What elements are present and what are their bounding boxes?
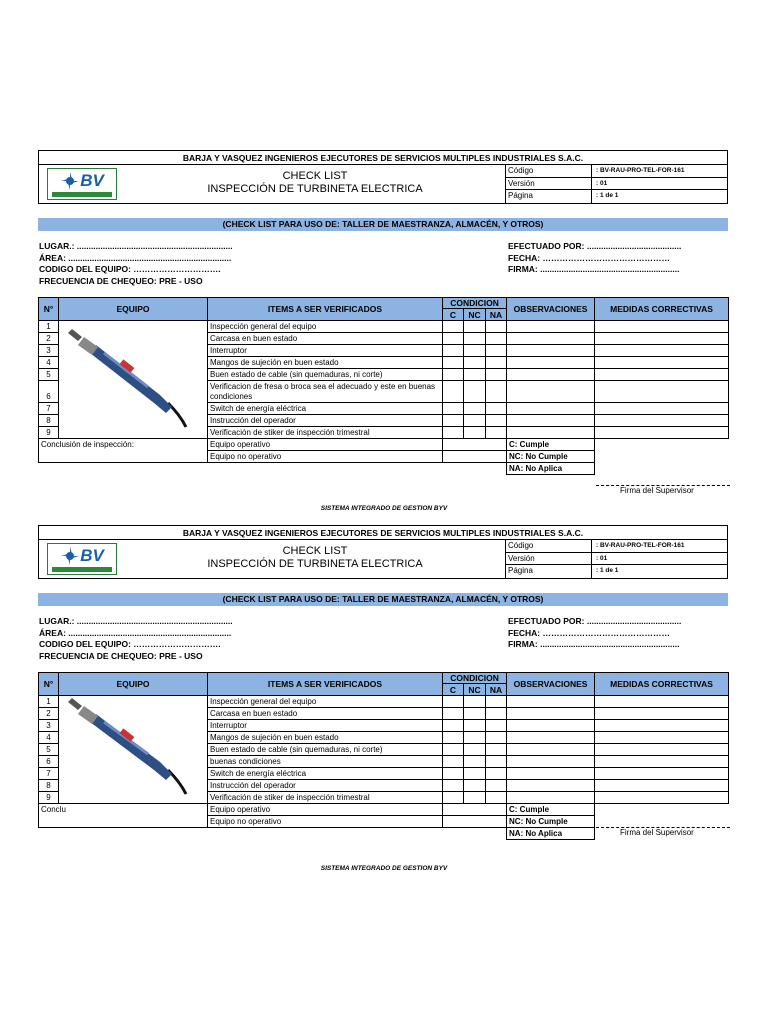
obs-cell[interactable] bbox=[507, 756, 595, 768]
turbine-grinder-icon bbox=[68, 698, 198, 798]
check-nc[interactable] bbox=[464, 792, 486, 804]
conclusion-label: Conclu bbox=[39, 804, 208, 816]
check-na[interactable] bbox=[486, 732, 507, 744]
check-na[interactable] bbox=[486, 427, 507, 439]
medidas-cell[interactable] bbox=[595, 720, 729, 732]
logo-text: BV bbox=[80, 171, 104, 190]
signature-block bbox=[596, 485, 730, 495]
checklist-form-2 bbox=[38, 525, 728, 840]
col-equipo: EQUIPO bbox=[59, 298, 208, 321]
medidas-cell[interactable] bbox=[595, 427, 729, 439]
equipment-image bbox=[59, 321, 208, 439]
info-block bbox=[38, 616, 728, 672]
check-nc[interactable] bbox=[464, 720, 486, 732]
form-header bbox=[38, 150, 728, 204]
check-na[interactable] bbox=[486, 744, 507, 756]
obs-cell[interactable] bbox=[507, 780, 595, 792]
equipment-image bbox=[59, 696, 208, 804]
medidas-cell[interactable] bbox=[595, 403, 729, 415]
col-nc: NC bbox=[464, 309, 486, 321]
fecha-field[interactable]: FECHA: ……………………………………… bbox=[508, 627, 670, 638]
check-na[interactable] bbox=[486, 768, 507, 780]
col-condicion: CONDICION bbox=[443, 673, 507, 684]
medidas-cell[interactable] bbox=[595, 708, 729, 720]
equipo-operativo-label: Equipo operativo bbox=[208, 439, 443, 451]
equipo-operativo-check[interactable] bbox=[443, 439, 507, 451]
item-text: Buen estado de cable (sin quemaduras, ni corte) bbox=[208, 369, 443, 381]
conclusion-blank bbox=[39, 451, 208, 463]
efectuado-field[interactable]: EFECTUADO POR: ........................................ bbox=[508, 616, 682, 626]
row-num: 6 bbox=[39, 381, 59, 403]
row-num: 7 bbox=[39, 768, 59, 780]
check-nc[interactable] bbox=[464, 696, 486, 708]
check-c[interactable] bbox=[443, 345, 464, 357]
check-na[interactable] bbox=[486, 345, 507, 357]
checklist-form-1 bbox=[38, 150, 728, 495]
row-num: 5 bbox=[39, 744, 59, 756]
conclusion-row bbox=[39, 804, 729, 816]
conclusion-blank bbox=[39, 816, 208, 828]
obs-cell[interactable] bbox=[507, 415, 595, 427]
check-c[interactable] bbox=[443, 427, 464, 439]
check-c[interactable] bbox=[443, 792, 464, 804]
firma-supervisor-label: Firma del Supervisor bbox=[620, 828, 694, 837]
item-text: Carcasa en buen estado bbox=[208, 708, 443, 720]
pagina-value: : 1 de 1 bbox=[596, 567, 619, 575]
frecuencia-label: FRECUENCIA DE CHEQUEO: PRE - USO bbox=[39, 275, 203, 286]
row-num: 6 bbox=[39, 756, 59, 768]
check-c[interactable] bbox=[443, 321, 464, 333]
item-text: Instrucción del operador bbox=[208, 415, 443, 427]
row-num: 5 bbox=[39, 369, 59, 381]
col-condicion: CONDICION bbox=[443, 298, 507, 309]
row-num: 1 bbox=[39, 321, 59, 333]
item-text: Verificacion de fresa o broca sea el adecuado y este en buenas condiciones bbox=[208, 381, 443, 403]
medidas-cell[interactable] bbox=[595, 345, 729, 357]
obs-cell[interactable] bbox=[507, 708, 595, 720]
item-text: Mangos de sujeción en buen estado bbox=[208, 357, 443, 369]
turbine-logo-icon bbox=[60, 171, 104, 191]
codigo-label: Código bbox=[506, 540, 592, 552]
table-row bbox=[39, 696, 729, 708]
obs-cell[interactable] bbox=[507, 369, 595, 381]
check-nc[interactable] bbox=[464, 427, 486, 439]
item-text: Interruptor bbox=[208, 345, 443, 357]
turbine-logo-icon bbox=[60, 546, 104, 566]
frecuencia-label: FRECUENCIA DE CHEQUEO: PRE - USO bbox=[39, 650, 203, 661]
version-value: : 01 bbox=[596, 179, 608, 187]
logo-text: BV bbox=[80, 546, 104, 565]
check-na[interactable] bbox=[486, 780, 507, 792]
row-num: 8 bbox=[39, 415, 59, 427]
item-text: Inspección general del equipo bbox=[208, 696, 443, 708]
obs-cell[interactable] bbox=[507, 357, 595, 369]
check-c[interactable] bbox=[443, 381, 464, 403]
check-na[interactable] bbox=[486, 756, 507, 768]
firma-field[interactable]: FIRMA: ........................................................... bbox=[508, 639, 680, 649]
obs-cell[interactable] bbox=[507, 792, 595, 804]
row-num: 4 bbox=[39, 732, 59, 744]
check-nc[interactable] bbox=[464, 403, 486, 415]
col-c: C bbox=[443, 684, 464, 696]
col-na: NA bbox=[486, 309, 507, 321]
col-na: NA bbox=[486, 684, 507, 696]
logo bbox=[39, 540, 125, 578]
check-nc[interactable] bbox=[464, 732, 486, 744]
check-na[interactable] bbox=[486, 415, 507, 427]
col-observaciones: OBSERVACIONES bbox=[507, 298, 595, 321]
check-nc[interactable] bbox=[464, 780, 486, 792]
codigo-label: Código bbox=[506, 165, 592, 177]
lugar-field[interactable]: LUGAR.: .................................................................. bbox=[39, 241, 233, 251]
medidas-cell[interactable] bbox=[595, 357, 729, 369]
area-field[interactable]: ÁREA: ..................................................................... bbox=[39, 252, 232, 263]
form-title bbox=[125, 165, 505, 203]
check-c[interactable] bbox=[443, 756, 464, 768]
check-c[interactable] bbox=[443, 369, 464, 381]
conclusion-row bbox=[39, 439, 729, 451]
fecha-field[interactable]: FECHA: ……………………………………… bbox=[508, 252, 670, 263]
check-nc[interactable] bbox=[464, 756, 486, 768]
obs-cell[interactable] bbox=[507, 345, 595, 357]
check-nc[interactable] bbox=[464, 708, 486, 720]
medidas-cell[interactable] bbox=[595, 792, 729, 804]
check-c[interactable] bbox=[443, 333, 464, 345]
obs-cell[interactable] bbox=[507, 403, 595, 415]
firma-field[interactable]: FIRMA: ........................................................... bbox=[508, 264, 680, 274]
obs-cell[interactable] bbox=[507, 321, 595, 333]
row-num: 2 bbox=[39, 333, 59, 345]
medidas-cell[interactable] bbox=[595, 333, 729, 345]
turbine-grinder-icon bbox=[68, 323, 198, 433]
medidas-cell[interactable] bbox=[595, 768, 729, 780]
inspection-table bbox=[38, 672, 729, 840]
equipo-no-operativo-check[interactable] bbox=[443, 451, 507, 463]
row-num: 3 bbox=[39, 345, 59, 357]
check-na[interactable] bbox=[486, 357, 507, 369]
conclusion-row bbox=[39, 451, 729, 463]
row-num: 1 bbox=[39, 696, 59, 708]
obs-cell[interactable] bbox=[507, 696, 595, 708]
check-nc[interactable] bbox=[464, 333, 486, 345]
item-text: Interruptor bbox=[208, 720, 443, 732]
legend-na: NA: No Aplica bbox=[507, 828, 595, 840]
check-nc[interactable] bbox=[464, 415, 486, 427]
item-text: Switch de energía eléctrica bbox=[208, 768, 443, 780]
check-na[interactable] bbox=[486, 381, 507, 403]
col-items: ITEMS A SER VERIFICADOS bbox=[208, 673, 443, 696]
lugar-field[interactable]: LUGAR.: .................................................................. bbox=[39, 616, 233, 626]
col-n: N° bbox=[39, 298, 59, 321]
conclusion-row bbox=[39, 816, 729, 828]
codigo-value: : BV-RAU-PRO-TEL-FOR-161 bbox=[596, 167, 685, 174]
medidas-cell[interactable] bbox=[595, 756, 729, 768]
col-medidas: MEDIDAS CORRECTIVAS bbox=[595, 298, 729, 321]
row-num: 7 bbox=[39, 403, 59, 415]
signature-block bbox=[596, 827, 730, 837]
document-codes bbox=[505, 165, 727, 203]
check-c[interactable] bbox=[443, 744, 464, 756]
codigo-value: : BV-RAU-PRO-TEL-FOR-161 bbox=[596, 542, 685, 549]
info-block bbox=[38, 241, 728, 297]
logo bbox=[39, 165, 125, 203]
version-label: Versión bbox=[506, 178, 592, 190]
usage-banner: (CHECK LIST PARA USO DE: TALLER DE MAESTRANZA, ALMACÉN, Y OTROS) bbox=[38, 593, 728, 606]
item-text: Instrucción del operador bbox=[208, 780, 443, 792]
area-field[interactable]: ÁREA: ..................................................................... bbox=[39, 627, 232, 638]
item-text: Carcasa en buen estado bbox=[208, 333, 443, 345]
check-c[interactable] bbox=[443, 357, 464, 369]
title-line-1: CHECK LIST bbox=[282, 545, 348, 557]
medidas-cell[interactable] bbox=[595, 415, 729, 427]
item-text: Mangos de sujeción en buen estado bbox=[208, 732, 443, 744]
obs-cell[interactable] bbox=[507, 768, 595, 780]
check-nc[interactable] bbox=[464, 768, 486, 780]
title-line-2: INSPECCIÓN DE TURBINETA ELECTRICA bbox=[207, 558, 423, 570]
obs-cell[interactable] bbox=[507, 427, 595, 439]
usage-banner: (CHECK LIST PARA USO DE: TALLER DE MAESTRANZA, ALMACÉN, Y OTROS) bbox=[38, 218, 728, 231]
check-c[interactable] bbox=[443, 403, 464, 415]
col-medidas: MEDIDAS CORRECTIVAS bbox=[595, 673, 729, 696]
col-nc: NC bbox=[464, 684, 486, 696]
firma-supervisor-label: Firma del Supervisor bbox=[620, 486, 694, 495]
legend-c: C: Cumple bbox=[507, 804, 595, 816]
item-text: Buen estado de cable (sin quemaduras, ni corte) bbox=[208, 744, 443, 756]
obs-cell[interactable] bbox=[507, 381, 595, 403]
medidas-cell[interactable] bbox=[595, 321, 729, 333]
check-c[interactable] bbox=[443, 415, 464, 427]
title-line-2: INSPECCIÓN DE TURBINETA ELECTRICA bbox=[207, 183, 423, 195]
equipo-no-operativo-label: Equipo no operativo bbox=[208, 451, 443, 463]
pagina-label: Página bbox=[506, 190, 592, 203]
obs-cell[interactable] bbox=[507, 333, 595, 345]
inspection-table bbox=[38, 297, 729, 475]
row-num: 9 bbox=[39, 427, 59, 439]
check-c[interactable] bbox=[443, 708, 464, 720]
legend-nc: NC: No Cumple bbox=[507, 816, 595, 828]
obs-cell[interactable] bbox=[507, 744, 595, 756]
obs-cell[interactable] bbox=[507, 732, 595, 744]
legend-nc: NC: No Cumple bbox=[507, 451, 595, 463]
company-name: BARJA Y VASQUEZ INGENIEROS EJECUTORES DE SERVICIOS MULTIPLES INDUSTRIALES S.A.C. bbox=[39, 151, 727, 165]
col-observaciones: OBSERVACIONES bbox=[507, 673, 595, 696]
check-c[interactable] bbox=[443, 732, 464, 744]
equipo-no-operativo-label: Equipo no operativo bbox=[208, 816, 443, 828]
check-c[interactable] bbox=[443, 696, 464, 708]
col-n: N° bbox=[39, 673, 59, 696]
row-num: 4 bbox=[39, 357, 59, 369]
equipo-no-operativo-check[interactable] bbox=[443, 816, 507, 828]
medidas-cell[interactable] bbox=[595, 744, 729, 756]
title-line-1: CHECK LIST bbox=[282, 170, 348, 182]
table-row bbox=[39, 321, 729, 333]
col-items: ITEMS A SER VERIFICADOS bbox=[208, 298, 443, 321]
legend-na: NA: No Aplica bbox=[507, 463, 595, 475]
check-nc[interactable] bbox=[464, 381, 486, 403]
codigo-equipo-field[interactable]: CODIGO DEL EQUIPO: …………………………. bbox=[39, 264, 221, 274]
check-nc[interactable] bbox=[464, 357, 486, 369]
medidas-cell[interactable] bbox=[595, 381, 729, 403]
col-equipo: EQUIPO bbox=[59, 673, 208, 696]
footer-text: SISTEMA INTEGRADO DE GESTION BYV bbox=[320, 505, 448, 512]
check-nc[interactable] bbox=[464, 744, 486, 756]
check-na[interactable] bbox=[486, 792, 507, 804]
legend-c: C: Cumple bbox=[507, 439, 595, 451]
efectuado-field[interactable]: EFECTUADO POR: ........................................ bbox=[508, 241, 682, 251]
row-num: 3 bbox=[39, 720, 59, 732]
item-text: Switch de energía eléctrica bbox=[208, 403, 443, 415]
check-nc[interactable] bbox=[464, 369, 486, 381]
form-header bbox=[38, 525, 728, 579]
form-title bbox=[125, 540, 505, 578]
check-na[interactable] bbox=[486, 321, 507, 333]
conclusion-label: Conclusión de inspección: bbox=[39, 439, 208, 451]
check-c[interactable] bbox=[443, 768, 464, 780]
equipo-operativo-label: Equipo operativo bbox=[208, 804, 443, 816]
check-c[interactable] bbox=[443, 720, 464, 732]
company-name: BARJA Y VASQUEZ INGENIEROS EJECUTORES DE SERVICIOS MULTIPLES INDUSTRIALES S.A.C. bbox=[39, 526, 727, 540]
version-label: Versión bbox=[506, 553, 592, 565]
row-num: 9 bbox=[39, 792, 59, 804]
check-na[interactable] bbox=[486, 333, 507, 345]
equipo-operativo-check[interactable] bbox=[443, 804, 507, 816]
item-text: Inspección general del equipo bbox=[208, 321, 443, 333]
codigo-equipo-field[interactable]: CODIGO DEL EQUIPO: …………………………. bbox=[39, 639, 221, 649]
check-na[interactable] bbox=[486, 369, 507, 381]
item-text: buenas condiciones bbox=[208, 756, 443, 768]
col-c: C bbox=[443, 309, 464, 321]
check-nc[interactable] bbox=[464, 345, 486, 357]
medidas-cell[interactable] bbox=[595, 369, 729, 381]
check-na[interactable] bbox=[486, 708, 507, 720]
obs-cell[interactable] bbox=[507, 720, 595, 732]
check-na[interactable] bbox=[486, 403, 507, 415]
check-na[interactable] bbox=[486, 696, 507, 708]
medidas-cell[interactable] bbox=[595, 696, 729, 708]
item-text: Verificación de stiker de inspección trimestral bbox=[208, 427, 443, 439]
check-nc[interactable] bbox=[464, 321, 486, 333]
medidas-cell[interactable] bbox=[595, 780, 729, 792]
check-na[interactable] bbox=[486, 720, 507, 732]
pagina-value: : 1 de 1 bbox=[596, 192, 619, 200]
pagina-label: Página bbox=[506, 565, 592, 578]
check-c[interactable] bbox=[443, 780, 464, 792]
document-codes bbox=[505, 540, 727, 578]
version-value: : 01 bbox=[596, 554, 608, 562]
medidas-cell[interactable] bbox=[595, 732, 729, 744]
row-num: 8 bbox=[39, 780, 59, 792]
row-num: 2 bbox=[39, 708, 59, 720]
footer-text: SISTEMA INTEGRADO DE GESTION BYV bbox=[320, 865, 448, 872]
item-text: Verificación de stiker de inspección trimestral bbox=[208, 792, 443, 804]
